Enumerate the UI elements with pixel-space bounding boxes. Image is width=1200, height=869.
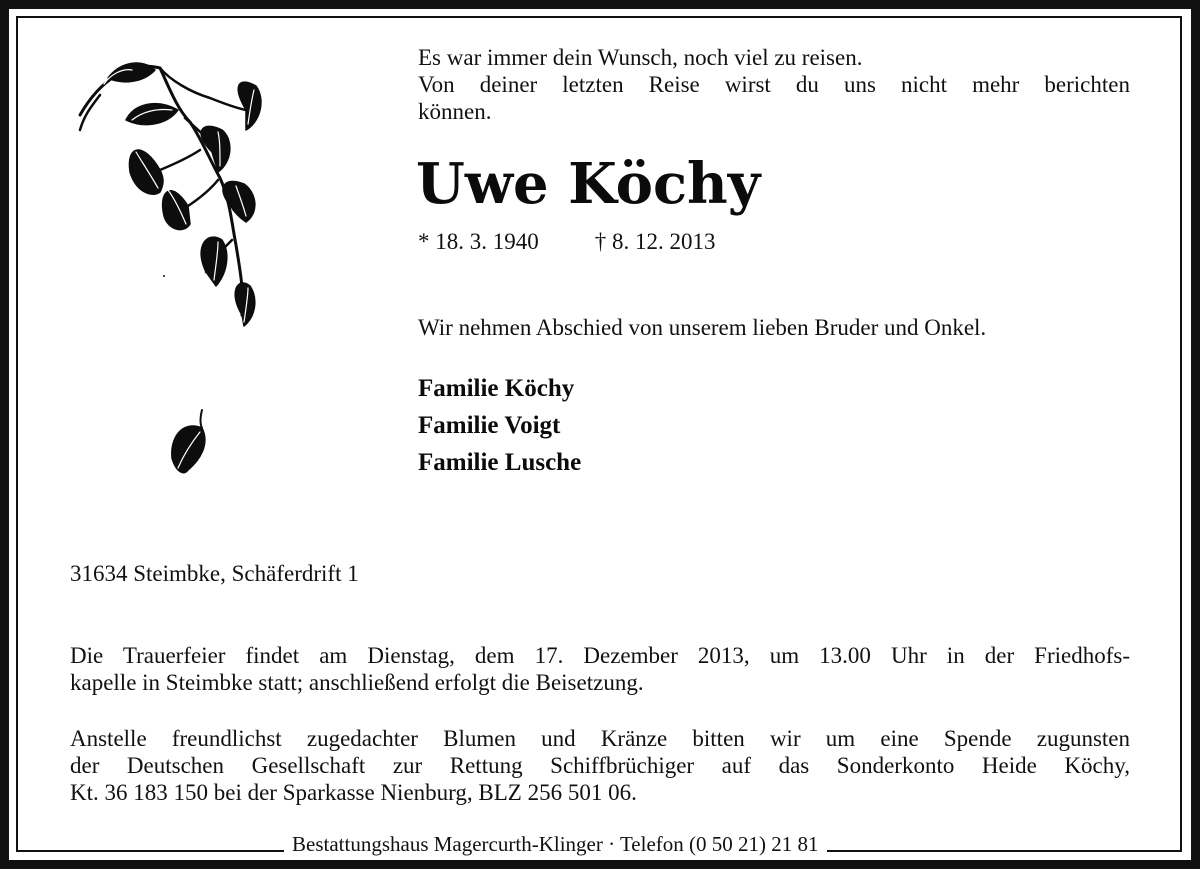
funeral-home-footer: Bestattungshaus Magercurth-Klinger · Telefon (0 50 21) 21 81	[284, 831, 827, 857]
farewell-statement: Wir nehmen Abschied von unserem lieben Bruder und Onkel.	[418, 315, 987, 340]
poem-verse	[418, 44, 1130, 125]
family-name: Familie Köchy	[418, 375, 575, 402]
family-name: Familie Voigt	[418, 412, 561, 439]
donation-line: Anstelle freundlichst zugedachter Blumen und Kränze bitten wir um eine Spende zugunsten	[70, 726, 1130, 751]
donation-request	[70, 725, 1130, 806]
birth-date: * 18. 3. 1940	[418, 229, 539, 254]
family-list	[418, 370, 581, 481]
ceremony-line: kapelle in Steimbke statt; anschließend erfolgt die Beisetzung.	[70, 670, 644, 695]
donation-line: der Deutschen Gesellschaft zur Rettung Schiffbrüchiger auf das Sonderkonto Heide Köchy,	[70, 753, 1130, 778]
life-dates	[418, 228, 716, 255]
birch-branch-illustration	[60, 40, 290, 490]
death-date: † 8. 12. 2013	[594, 229, 716, 254]
ceremony-line: Die Trauerfeier findet am Dienstag, dem 17. Dezember 2013, um 13.00 Uhr in der Friedhofs-	[70, 643, 1130, 668]
poem-line: können.	[418, 99, 492, 124]
deceased-name: Uwe Köchy	[416, 151, 761, 217]
funeral-ceremony-notice	[70, 642, 1130, 696]
mourner-address: 31634 Steimbke, Schäferdrift 1	[70, 561, 359, 586]
donation-line: Kt. 36 183 150 bei der Sparkasse Nienburg, BLZ 256 501 06.	[70, 780, 637, 805]
poem-line: Von deiner letzten Reise wirst du uns nicht mehr berichten	[418, 72, 1130, 97]
poem-line: Es war immer dein Wunsch, noch viel zu reisen.	[418, 45, 863, 70]
family-name: Familie Lusche	[418, 449, 582, 476]
